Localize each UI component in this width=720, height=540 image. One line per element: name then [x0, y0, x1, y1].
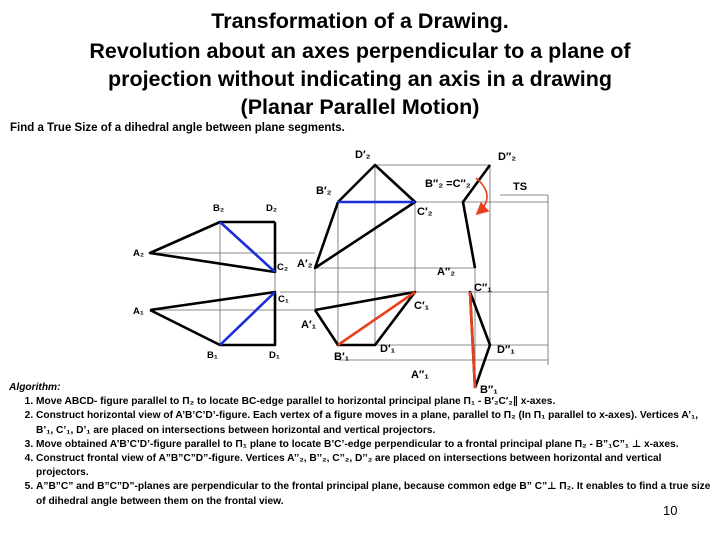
label-bp2: B′₂ — [316, 185, 332, 197]
label-ts: TS — [513, 181, 528, 193]
algorithm-step: 2. Construct horizontal view of A’B’C’D’-figure. Each vertex of a figure moves in a plane, parallel to Π₂ (In Π₁ parallel to x-axes). Vertices A’₁, B’₁, C’₁, D’₁ are placed on intersections between horizontal and vertical projectors. — [36, 409, 714, 437]
label-dpp2: D″₂ — [498, 151, 517, 163]
algorithm-step: 1. Move ABCD- figure parallel to Π₂ to locate BC-edge parallel to horizontal principal plane Π₁ - B′₂C′₂∥ x-axes. — [36, 395, 714, 409]
task-statement: Find a True Size of a dihedral angle between plane segments. — [10, 122, 345, 134]
label-cp2: C′₂ — [417, 206, 433, 218]
label-b1: B₁ — [207, 350, 218, 361]
label-ap2: A′₂ — [297, 258, 313, 270]
page-number: 10 — [663, 503, 678, 518]
label-app2: A″₂ — [437, 266, 456, 278]
label-cp1: C′₁ — [414, 300, 430, 312]
slide-title-line-3: projection without indicating an axis in a drawing — [107, 67, 613, 91]
algorithm-step: 5. A”B”C” and B”C”D”-planes are perpendicular to the frontal principal plane, because common edge B” C”⊥ Π₂. It enables to find a true size of dihedral angle between them on the frontal view. — [36, 480, 714, 508]
label-a1: A₁ — [133, 306, 144, 317]
label-dp1: D′₁ — [380, 343, 396, 355]
algorithm-step: 3. Move obtained A’B’C’D’-figure parallel to Π₁ plane to locate B’C’-edge perpendicular to a frontal principal plane Π₂ - B”₁C”₁ ⊥ x-axes. — [36, 438, 714, 452]
slide-title-line-1: Transformation of a Drawing. — [211, 9, 509, 33]
label-bpp1: B″₁ — [480, 384, 498, 396]
algorithm-heading: Algorithm: — [9, 382, 61, 393]
algorithm-text — [9, 381, 714, 509]
label-bpp2-cpp2: B″₂ =C″₂ — [425, 178, 471, 190]
slide-title-line-4: (Planar Parallel Motion) — [240, 95, 480, 119]
algorithm-step: 4. Construct frontal view of A”B”C”D”-figure. Vertices A’’₂, B’’₂, C’’₂, D’’₂ are placed on intersections between horizontal and vertical projectors. — [36, 452, 714, 480]
label-dpp1: D″₁ — [497, 344, 515, 356]
label-app1: A″₁ — [411, 369, 429, 381]
algorithm-steps — [9, 395, 714, 509]
label-b2: B₂ — [213, 203, 225, 214]
figure-abcd — [150, 222, 275, 345]
label-ap1: A′₁ — [301, 319, 317, 331]
label-d2: D₂ — [266, 203, 278, 214]
horizontal-view-abcd — [150, 292, 275, 345]
frontal-view-prime — [315, 165, 415, 268]
frontal-view-abcd — [150, 222, 275, 272]
label-cpp1: C″₁ — [474, 282, 492, 294]
label-c2: C₂ — [277, 262, 289, 273]
label-c1: C₁ — [278, 294, 289, 305]
label-a2: A₂ — [133, 248, 145, 259]
figure-abcd-double-prime — [463, 165, 490, 388]
horizontal-view-prime — [315, 292, 415, 345]
slide-title-line-2: Revolution about an axes perpendicular to a plane of — [89, 39, 631, 63]
label-d1: D₁ — [269, 350, 280, 361]
label-bp1: B′₁ — [334, 351, 350, 363]
label-dp2: D′₂ — [355, 149, 371, 161]
